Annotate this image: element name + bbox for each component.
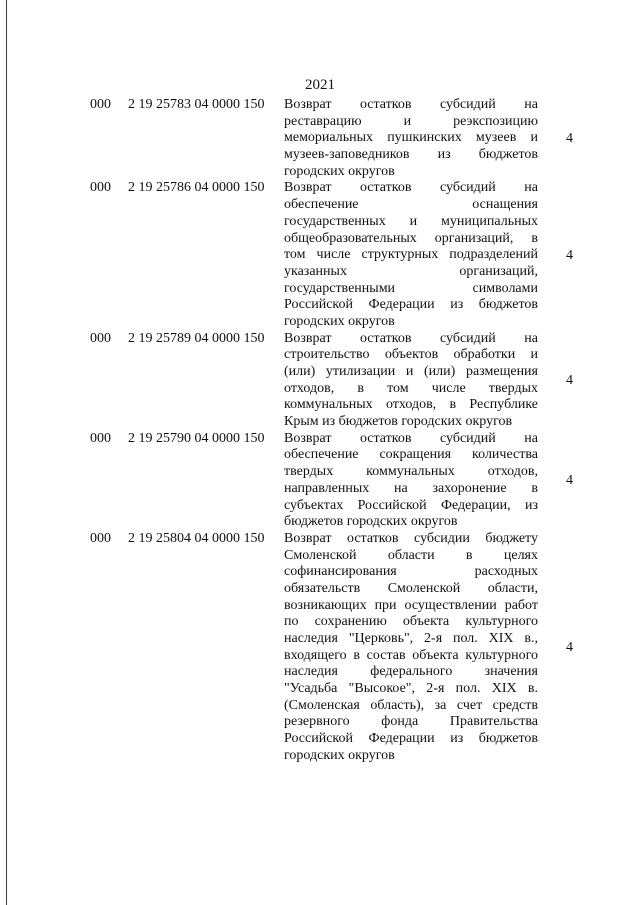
description-line: обязательств Смоленской области, xyxy=(284,580,538,596)
description-line: Возврат остатков субсидий на xyxy=(284,97,538,112)
amount-value: 4 xyxy=(566,639,573,655)
amount-value: 4 xyxy=(566,130,573,146)
description-line: твердых коммунальных отходов, xyxy=(284,464,538,480)
budget-classification-code: 2 19 25786 04 0000 150 xyxy=(128,180,265,196)
description-line: возникающих при осуществлении работ xyxy=(284,597,538,613)
income-description xyxy=(284,531,538,765)
description-line: обеспечение сокращения количества xyxy=(284,447,538,463)
admin-code: 000 xyxy=(90,330,111,346)
description-line: (или) утилизации и (или) размещения xyxy=(284,364,538,379)
amount-value: 4 xyxy=(566,472,573,488)
description-line: субъектах Российской Федерации, из xyxy=(284,497,538,513)
admin-code: 000 xyxy=(90,530,111,546)
admin-code: 000 xyxy=(90,430,111,446)
table-row xyxy=(0,331,640,431)
description-line: Смоленской области в целях xyxy=(284,547,538,563)
description-line: том числе структурных подразделений xyxy=(284,247,538,263)
description-line: (Смоленская область), за счет средств xyxy=(284,697,538,713)
budget-classification-code: 2 19 25789 04 0000 150 xyxy=(128,330,265,346)
table-row xyxy=(0,431,640,531)
description-line: Возврат остатков субсидий на xyxy=(284,330,538,346)
description-line: музеев-заповедников из бюджетов xyxy=(284,147,538,163)
table-row xyxy=(0,97,640,180)
page-number: 2021 xyxy=(305,77,335,93)
description-line: Возврат остатков субсидии бюджету xyxy=(284,530,538,546)
description-line: государственных и муниципальных xyxy=(284,213,538,229)
description-line: по сохранению объекта культурного xyxy=(284,614,538,630)
description-line: указанных организаций, xyxy=(284,263,538,279)
description-line: бюджетов городских округов xyxy=(284,514,458,530)
description-line: Крым из бюджетов городских округов xyxy=(284,414,513,430)
table-row xyxy=(0,531,640,765)
description-line: софинансирования расходных xyxy=(284,564,538,580)
description-line: Российской Федерации из бюджетов xyxy=(284,731,538,747)
description-line: строительство объектов обработки и xyxy=(284,347,538,363)
description-line: отходов, в том числе твердых xyxy=(284,380,538,396)
amount-value: 4 xyxy=(566,247,573,263)
income-description xyxy=(284,431,538,531)
description-line: городских округов xyxy=(284,163,395,179)
description-line: реставрацию и реэкспозицию xyxy=(284,113,538,129)
admin-code: 000 xyxy=(90,180,111,196)
description-line: городских округов xyxy=(284,747,395,763)
description-line: входящего в состав объекта культурного xyxy=(284,647,538,663)
admin-code: 000 xyxy=(90,97,111,112)
budget-classification-code: 2 19 25790 04 0000 150 xyxy=(128,430,265,446)
description-line: "Усадьба "Высокое", 2-я пол. XIX в. xyxy=(284,681,538,697)
income-description xyxy=(284,180,538,330)
description-line: наследия федерального значения xyxy=(284,664,538,680)
description-line: Российской Федерации из бюджетов xyxy=(284,297,538,313)
amount-value: 4 xyxy=(566,372,573,388)
description-line: общеобразовательных организаций, в xyxy=(284,230,538,246)
description-line: направленных на захоронение в xyxy=(284,480,538,496)
description-line: городских округов xyxy=(284,313,395,329)
budget-classification-code: 2 19 25783 04 0000 150 xyxy=(128,97,265,112)
budget-codes-table xyxy=(0,97,640,765)
income-description xyxy=(284,331,538,431)
description-line: коммунальных отходов, в Республике xyxy=(284,397,538,413)
table-row xyxy=(0,180,640,330)
description-line: мемориальных пушкинских музеев и xyxy=(284,130,538,146)
description-line: государственными символами xyxy=(284,280,538,296)
budget-classification-code: 2 19 25804 04 0000 150 xyxy=(128,530,265,546)
description-line: Возврат остатков субсидий на xyxy=(284,430,538,446)
income-description xyxy=(284,97,538,180)
description-line: наследия "Церковь", 2-я пол. XIX в., xyxy=(284,631,538,646)
description-line: Возврат остатков субсидий на xyxy=(284,180,538,196)
description-line: обеспечение оснащения xyxy=(284,197,538,213)
description-line: резервного фонда Правительства xyxy=(284,714,538,730)
